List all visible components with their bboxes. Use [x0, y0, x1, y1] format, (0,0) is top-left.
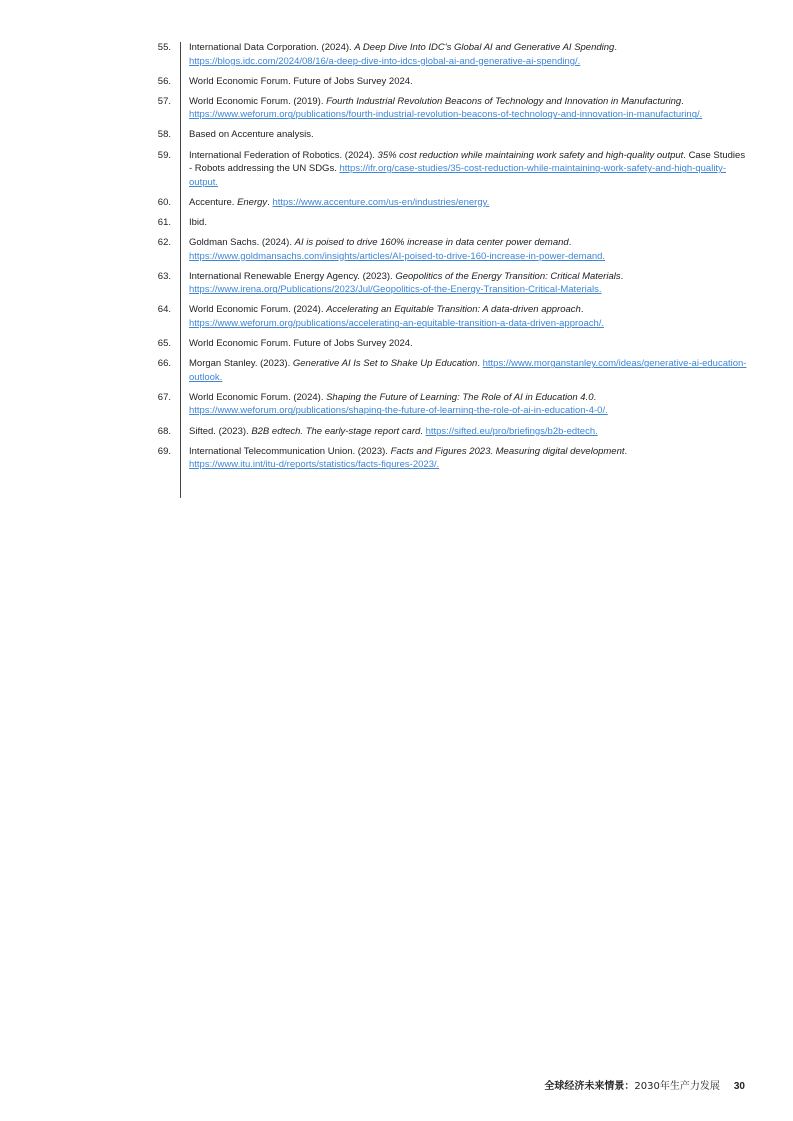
reference-suffix: . [267, 196, 273, 208]
reference-item [150, 95, 750, 122]
reference-text [189, 95, 750, 122]
reference-source: Based on Accenture analysis. [189, 129, 314, 141]
reference-suffix: . [624, 445, 628, 457]
reference-suffix: . [593, 391, 597, 403]
reference-link[interactable]: https://blogs.idc.com/2024/08/16/a-deep-dive-into-idcs-global-ai-and-generative-ai-spending/. [189, 55, 581, 67]
reference-number: 58. [157, 129, 171, 141]
reference-source: Ibid. [189, 216, 207, 228]
reference-link[interactable]: https://www.itu.int/itu-d/reports/statistics/facts-figures-2023/. [189, 459, 440, 471]
reference-item [150, 75, 750, 89]
reference-item [150, 270, 750, 297]
reference-text [189, 196, 750, 210]
reference-item [150, 128, 750, 142]
reference-source: World Economic Forum. Future of Jobs Survey 2024. [189, 75, 413, 87]
reference-number: 55. [157, 42, 171, 53]
reference-item [150, 41, 750, 68]
reference-number: 65. [157, 338, 171, 350]
reference-source: International Telecommunication Union. (2023). [189, 445, 391, 457]
reference-suffix: . Case Studies - Robots addressing the UN SDGs. [189, 149, 746, 175]
reference-title: Accelerating an Equitable Transition: A data-driven approach [326, 304, 581, 316]
footer-title-rest: 2030年生产力发展 [634, 1081, 720, 1092]
reference-text [189, 445, 750, 472]
reference-text [189, 149, 750, 190]
reference-item [150, 357, 750, 384]
reference-number: 57. [157, 95, 171, 107]
reference-text [189, 236, 750, 263]
reference-item [150, 445, 750, 472]
reference-title: B2B edtech. The early-stage report card [251, 425, 421, 437]
reference-source: Accenture. [189, 196, 238, 208]
reference-source: World Economic Forum. Future of Jobs Survey 2024. [189, 338, 413, 350]
reference-title: AI is poised to drive 160% increase in data center power demand [294, 237, 569, 249]
footer-title-bold: 全球经济未来情景： [544, 1081, 635, 1092]
reference-suffix: . [568, 237, 572, 249]
reference-item [150, 196, 750, 210]
reference-number: 59. [157, 149, 171, 161]
reference-item [150, 216, 750, 230]
reference-link[interactable]: https://www.morganstanley.com/ideas/generative-ai-education-outlook. [189, 358, 747, 383]
reference-item [150, 425, 750, 439]
reference-number: 63. [157, 270, 171, 282]
reference-source: World Economic Forum. (2019). [189, 95, 327, 107]
reference-link[interactable]: https://www.weforum.org/publications/fourth-industrial-revolution-beacons-of-technology-and-innovation-in-manufacturing/. [189, 109, 703, 121]
reference-link[interactable]: https://ifr.org/case-studies/35-cost-reduction-while-maintaining-work-safety-and-high-quality-output. [189, 163, 726, 188]
reference-link[interactable]: https://www.irena.org/Publications/2023/Jul/Geopolitics-of-the-Energy-Transition-Critical-Materials. [189, 284, 602, 296]
reference-link[interactable]: https://www.weforum.org/publications/accelerating-an-equitable-transition-a-data-driven-approach/. [189, 318, 605, 329]
reference-title: Fourth Industrial Revolution Beacons of Technology and Innovation in Manufacturing [326, 95, 682, 107]
reference-link[interactable]: https://sifted.eu/pro/briefings/b2b-edtech. [425, 425, 598, 437]
reference-text [189, 216, 750, 230]
reference-source: World Economic Forum. (2024). [189, 304, 327, 316]
reference-source: International Renewable Energy Agency. (2023). [189, 270, 396, 282]
reference-item [150, 149, 750, 190]
reference-number: 62. [157, 237, 171, 249]
reference-title: Shaping the Future of Learning: The Role of AI in Education 4.0 [326, 391, 594, 403]
reference-item [150, 391, 750, 418]
reference-source: World Economic Forum. (2024). [189, 391, 327, 403]
reference-number: 67. [157, 391, 171, 403]
reference-item [150, 337, 750, 351]
reference-title: Generative AI Is Set to Shake Up Education [292, 358, 478, 370]
reference-number: 56. [157, 75, 171, 87]
reference-number: 66. [157, 358, 171, 370]
reference-source: International Data Corporation. (2024). [189, 42, 355, 53]
reference-source: Goldman Sachs. (2024). [189, 237, 295, 249]
page-number: 30 [733, 1081, 745, 1092]
reference-text [189, 357, 750, 384]
reference-number: 60. [157, 196, 171, 208]
reference-source: International Federation of Robotics. (2024). [189, 149, 378, 161]
reference-title: Geopolitics of the Energy Transition: Critical Materials [395, 270, 621, 282]
reference-suffix: . [420, 425, 426, 437]
reference-suffix: . [681, 95, 684, 107]
reference-number: 61. [157, 216, 171, 228]
reference-link[interactable]: https://www.accenture.com/us-en/industries/energy. [272, 196, 490, 208]
reference-title: A Deep Dive Into IDC's Global AI and Generative AI Spending [354, 42, 615, 53]
reference-text [189, 337, 750, 351]
reference-text [189, 41, 750, 68]
reference-text [189, 425, 750, 439]
reference-number: 69. [157, 445, 171, 457]
reference-suffix: . [620, 270, 624, 282]
reference-number: 64. [157, 304, 171, 316]
reference-suffix: . [580, 304, 584, 316]
reference-source: Morgan Stanley. (2023). [189, 358, 293, 370]
reference-link[interactable]: https://www.weforum.org/publications/shaping-the-future-of-learning-the-role-of-ai-in-education-4-0/. [189, 405, 608, 417]
reference-item [150, 303, 750, 330]
reference-text [189, 75, 750, 89]
reference-title: Facts and Figures 2023. Measuring digital development [390, 445, 625, 457]
reference-text [189, 303, 750, 330]
reference-title: Energy [237, 196, 268, 208]
reference-title: 35% cost reduction while maintaining work safety and high-quality output [377, 149, 684, 161]
reference-text [189, 270, 750, 297]
reference-link[interactable]: https://www.goldmansachs.com/insights/articles/AI-poised-to-drive-160-increase-in-power-demand. [189, 250, 606, 262]
reference-suffix: . [614, 42, 617, 53]
page-footer [544, 1077, 745, 1092]
reference-suffix: . [477, 358, 483, 370]
reference-text [189, 128, 750, 142]
reference-text [189, 391, 750, 418]
reference-list [150, 41, 750, 478]
reference-item [150, 236, 750, 263]
reference-source: Sifted. (2023). [189, 425, 252, 437]
reference-number: 68. [157, 425, 171, 437]
